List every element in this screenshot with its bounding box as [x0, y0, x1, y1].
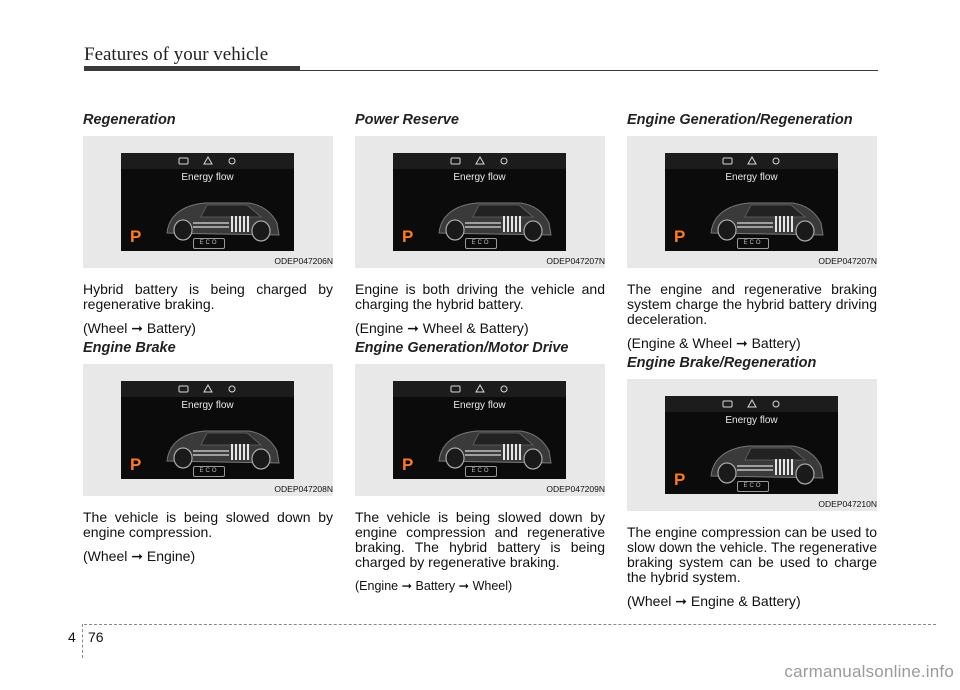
section: [355, 336, 605, 594]
section-description: The engine compression can be used to slow down the vehicle. The regenerative braking system can be used to charge the hybrid system.: [627, 524, 877, 585]
flow-item: Engine & Wheel: [631, 335, 733, 351]
section-title: Regeneration: [83, 112, 176, 128]
screen-title: Energy flow: [453, 172, 506, 183]
eco-badge: ECO: [465, 238, 497, 249]
flow-item: Battery: [146, 320, 192, 336]
energy-flow-path: (Engine & Wheel ➞ Battery): [627, 335, 801, 351]
screen-title: Energy flow: [453, 400, 506, 411]
eco-badge: ECO: [737, 481, 769, 492]
section: [83, 108, 333, 336]
gear-indicator: P: [130, 455, 142, 474]
flow-item: Battery: [415, 579, 456, 593]
eco-badge: ECO: [193, 466, 225, 477]
arrow-right-icon: ➞: [455, 579, 473, 593]
arrow-right-icon: ➞: [127, 548, 147, 564]
energy-flow-path: (Engine ➞ Wheel & Battery): [355, 320, 529, 336]
column-2: [355, 108, 605, 594]
flow-item: Wheel: [87, 320, 128, 336]
watermark: carmanualsonline.info: [784, 662, 954, 681]
figure: [627, 136, 877, 268]
figure-code: ODEP047207N: [546, 256, 605, 266]
flow-item: Wheel & Battery: [422, 320, 524, 336]
page-number: 76: [88, 629, 104, 645]
gear-indicator: P: [674, 470, 686, 489]
energy-flow-display: [665, 153, 838, 251]
arrow-right-icon: ➞: [127, 320, 147, 336]
energy-flow-path: (Wheel ➞ Battery): [83, 320, 196, 336]
flow-item: Engine: [359, 579, 399, 593]
section-title: Engine Brake/Regeneration: [627, 355, 817, 371]
section: [355, 108, 605, 336]
gear-indicator: P: [674, 227, 686, 246]
chapter-number: 4: [68, 629, 76, 645]
section: [627, 351, 877, 609]
figure: [355, 364, 605, 496]
eco-badge: ECO: [737, 238, 769, 249]
car-diagram-icon: [393, 381, 566, 479]
arrow-right-icon: ➞: [398, 579, 416, 593]
footer-rule: [84, 624, 936, 625]
figure: [83, 364, 333, 496]
car-diagram-icon: [665, 396, 838, 494]
energy-flow-display: [393, 381, 566, 479]
flow-item: Battery: [751, 335, 796, 351]
energy-flow-display: [393, 153, 566, 251]
energy-flow-path: (Wheel ➞ Engine & Battery): [627, 593, 801, 609]
header-rule-thin: [300, 70, 878, 71]
figure-code: ODEP047208N: [274, 484, 333, 494]
energy-flow-display: [121, 153, 294, 251]
section-description: Hybrid battery is being charged by regenerative braking.: [83, 281, 333, 312]
column-3: [627, 108, 877, 609]
energy-flow-path: (Wheel ➞ Engine): [83, 548, 196, 564]
flow-item: Engine & Battery: [690, 593, 796, 609]
figure-code: ODEP047210N: [818, 499, 877, 509]
section-title: Engine Generation/Motor Drive: [355, 340, 569, 356]
eco-badge: ECO: [193, 238, 225, 249]
header-title: Features of your vehicle: [84, 44, 269, 65]
section: [83, 336, 333, 564]
figure-code: ODEP047207N: [818, 256, 877, 266]
section-title: Engine Generation/Regeneration: [627, 112, 853, 128]
section-description: The engine and regenerative braking system charge the hybrid battery driving deceleration.: [627, 281, 877, 327]
screen-title: Energy flow: [181, 400, 234, 411]
section-description: The vehicle is being slowed down by engine compression and regenerative braking. The hybrid battery is being charged by regenerative braking.: [355, 509, 605, 570]
energy-flow-path: (Engine ➞ Battery ➞ Wheel): [355, 579, 513, 593]
flow-item: Wheel: [87, 548, 128, 564]
footer-divider: [82, 624, 83, 658]
header-rule-thick: [84, 66, 300, 71]
figure-code: ODEP047209N: [546, 484, 605, 494]
screen-title: Energy flow: [725, 415, 778, 426]
section: [627, 108, 877, 351]
energy-flow-display: [665, 396, 838, 494]
figure: [83, 136, 333, 268]
gear-indicator: P: [130, 227, 142, 246]
arrow-right-icon: ➞: [671, 593, 691, 609]
flow-item: Wheel: [631, 593, 672, 609]
section-title: Power Reserve: [355, 112, 459, 128]
gear-indicator: P: [402, 455, 414, 474]
energy-flow-display: [121, 381, 294, 479]
gear-indicator: P: [402, 227, 414, 246]
car-diagram-icon: [665, 153, 838, 251]
car-diagram-icon: [393, 153, 566, 251]
car-diagram-icon: [121, 153, 294, 251]
section-title: Engine Brake: [83, 340, 176, 356]
figure: [355, 136, 605, 268]
section-description: Engine is both driving the vehicle and charging the hybrid battery.: [355, 281, 605, 312]
flow-item: Wheel: [472, 579, 508, 593]
column-1: [83, 108, 333, 564]
flow-item: Engine: [359, 320, 404, 336]
arrow-right-icon: ➞: [403, 320, 423, 336]
eco-badge: ECO: [465, 466, 497, 477]
figure-code: ODEP047206N: [274, 256, 333, 266]
car-diagram-icon: [121, 381, 294, 479]
flow-item: Engine: [146, 548, 191, 564]
screen-title: Energy flow: [181, 172, 234, 183]
figure: [627, 379, 877, 511]
screen-title: Energy flow: [725, 172, 778, 183]
arrow-right-icon: ➞: [732, 335, 752, 351]
section-description: The vehicle is being slowed down by engine compression.: [83, 509, 333, 540]
